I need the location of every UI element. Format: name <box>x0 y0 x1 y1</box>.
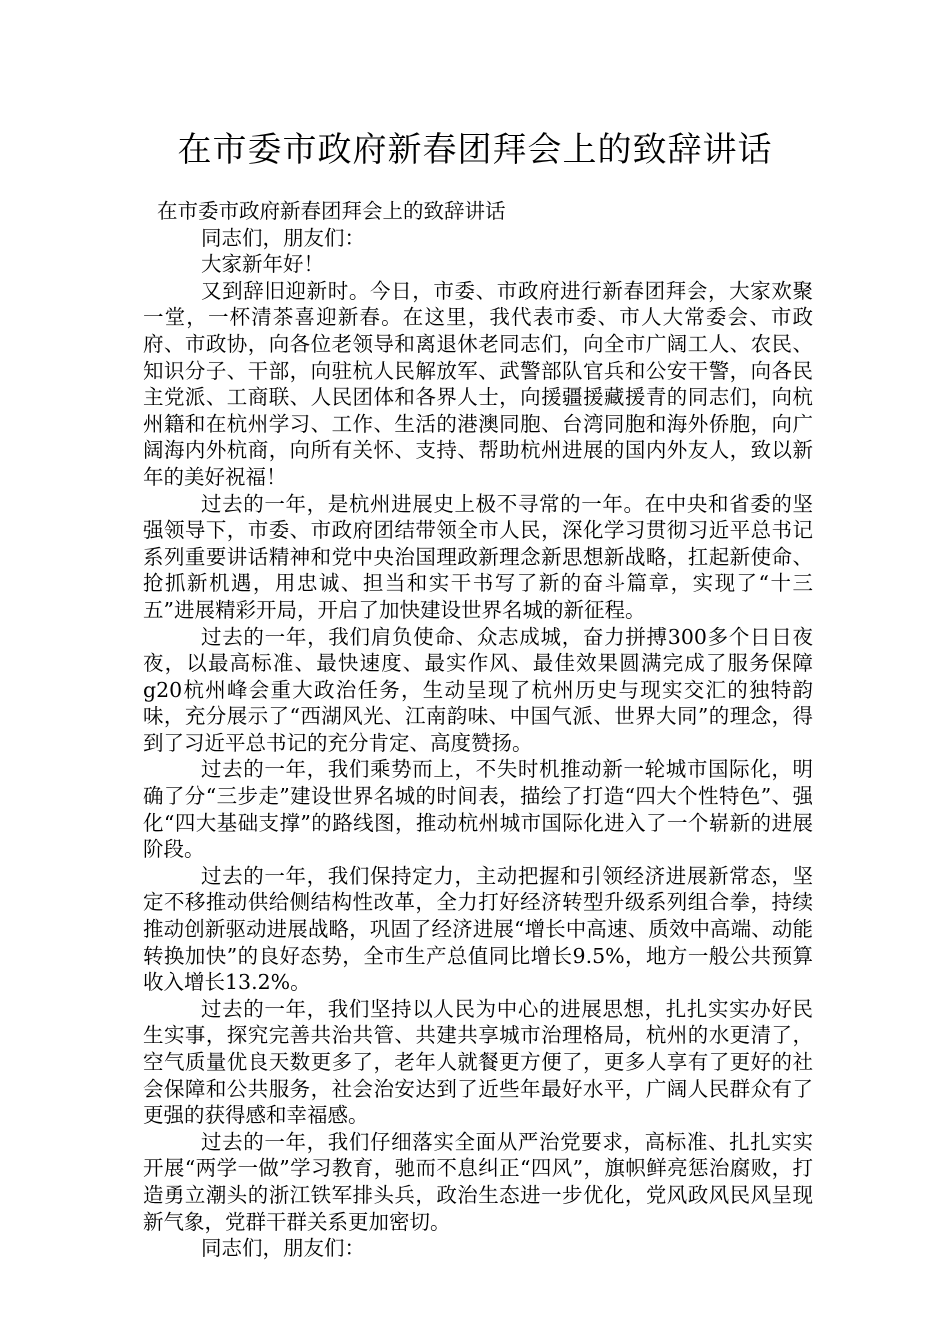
paragraph-livelihood: 过去的一年，我们坚持以人民为中心的进展思想，扎扎实实办好民生实事，探究完善共治共管、共建共享城市治理格局，杭州的水更清了，空气质量优良天数更多了，老年人就餐更方便了，更多人享有了更好的社会保障和公共服务，社会治安达到了近些年最好水平，广阔人民群众有了更强的获得感和幸福感。 <box>143 996 813 1128</box>
paragraph-new-year-wishes: 又到辞旧迎新时。今日，市委、市政府进行新春团拜会，大家欢聚一堂，一杯清茶喜迎新春。在这里，我代表市委、市人大常委会、市政府、市政协，向各位老领导和离退休老同志们，向全市广阔工人、农民、知识分子、干部，向驻杭人民解放军、武警部队官兵和公安干警，向各民主党派、工商联、人民团体和各界人士，向援疆援藏援青的同志们，向杭州籍和在杭州学习、工作、生活的港澳同胞、台湾同胞和海外侨胞，向广阔海内外杭商，向所有关怀、支持、帮助杭州进展的国内外友人，致以新年的美好祝福！ <box>143 278 813 489</box>
paragraph-party-governance: 过去的一年，我们仔细落实全面从严治党要求，高标准、扎扎实实开展“两学一做”学习教育，驰而不息纠正“四风”，旗帜鲜亮惩治腐败，打造勇立潮头的浙江铁军排头兵，政治生态进一步优化，党风政风民风呈现新气象，党群干群关系更加密切。 <box>143 1129 813 1234</box>
page-title: 在市委市政府新春团拜会上的致辞讲话 <box>177 130 773 170</box>
paragraph-economy: 过去的一年，我们保持定力，主动把握和引领经济进展新常态，坚定不移推动供给侧结构性改革，全力打好经济转型升级系列组合拳，持续推动创新驱动进展战略，巩固了经济进展“增长中高速、质效中高端、动能转换加快”的良好态势，全市生产总值同比增长9.5%，地方一般公共预算收入增长13.2%。 <box>143 863 813 995</box>
paragraph-past-year-overview: 过去的一年，是杭州进展史上极不寻常的一年。在中央和省委的坚强领导下，市委、市政府团结带领全市人民，深化学习贯彻习近平总书记系列重要讲话精神和党中央治国理政新理念新思想新战略，扛起新使命、抢抓新机遇，用忠诚、担当和实干书写了新的奋斗篇章，实现了“十三五”进展精彩开局，开启了加快建设世界名城的新征程。 <box>143 491 813 622</box>
salutation: 同志们，朋友们： <box>201 225 365 250</box>
paragraph-internationalization: 过去的一年，我们乘势而上，不失时机推动新一轮城市国际化，明确了分“三步走”建设世界名城的时间表，描绘了打造“四大个性特色”、强化“四大基础支撑”的路线图，推动杭州城市国际化进入了一个崭新的进展阶段。 <box>143 757 813 862</box>
closing-salutation: 同志们，朋友们： <box>201 1236 365 1261</box>
document-body <box>143 198 813 1262</box>
paragraph-g20-summit: 过去的一年，我们肩负使命、众志成城，奋力拼搏300多个日日夜夜，以最高标准、最快速度、最实作风、最佳效果圆满完成了服务保障g20杭州峰会重大政治任务，生动呈现了杭州历史与现实交汇的独特韵味，充分展示了“西湖风光、江南韵味、中国气派、世界大同”的理念，得到了习近平总书记的充分肯定、高度赞扬。 <box>143 624 813 755</box>
greeting: 大家新年好！ <box>201 252 324 277</box>
document-subtitle: 在市委市政府新春团拜会上的致辞讲话 <box>157 199 506 223</box>
